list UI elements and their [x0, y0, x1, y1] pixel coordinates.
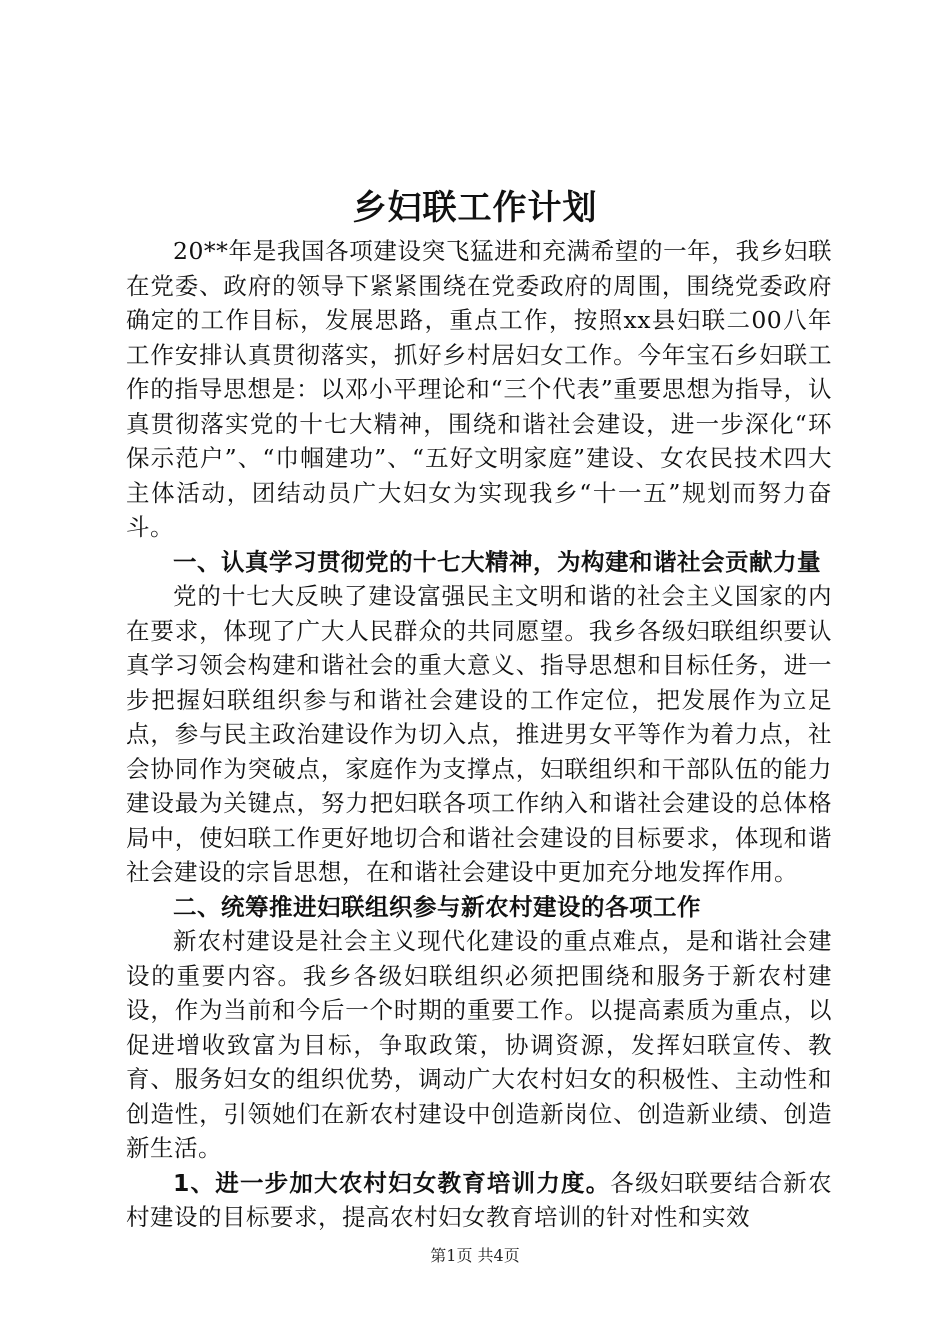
document-title: 乡妇联工作计划 — [352, 188, 598, 228]
page-footer: 第1页 共4页 — [430, 1246, 520, 1265]
section-2-paragraph: 新农村建设是社会主义现代化建设的重点难点，是和谐社会建设的重要内容。我乡各级妇联组织必须把围绕和服务于新农村建设，作为当前和今后一个时期的重要工作。以提高素质为重点，以促进增收致富为目标，争取政策，协调资源，发挥妇联宣传、教育、服务妇女的组织优势，调动广大农村妇女的积极性、主动性和创造性，引领她们在新农村建设中创造新岗位、创造新业绩、创造新生活。 — [126, 927, 832, 1162]
intro-paragraph: 20**年是我国各项建设突飞猛进和充满希望的一年，我乡妇联在党委、政府的领导下紧紧围绕在党委政府的周围，围绕党委政府确定的工作目标，发展思路，重点工作，按照xx县妇联二00八年工作安排认真贯彻落实，抓好乡村居妇女工作。今年宝石乡妇联工作的指导思想是：以邓小平理论和“三个代表”重要思想为指导，认真贯彻落实党的十七大精神，围绕和谐社会建设，进一步深化“环保示范户”、“巾帼建功”、“五好文明家庭”建设、女农民技术四大主体活动，团结动员广大妇女为实现我乡“十一五”规划而努力奋斗。 — [126, 237, 832, 541]
item-1-lead: 1、进一步加大农村妇女教育培训力度。 — [173, 1168, 611, 1197]
section-1-paragraph: 党的十七大反映了建设富强民主文明和谐的社会主义国家的内在要求，体现了广大人民群众的共同愿望。我乡各级妇联组织要认真学习领会构建和谐社会的重大意义、指导思想和目标任务，进一步把握妇联组织参与和谐社会建设的工作定位，把发展作为立足点，参与民主政治建设作为切入点，推进男女平等作为着力点，社会协同作为突破点，家庭作为支撑点，妇联组织和干部队伍的能力建设最为关键点，努力把妇联各项工作纳入和谐社会建设的总体格局中，使妇联工作更好地切合和谐社会建设的目标要求，体现和谐社会建设的宗旨思想，在和谐社会建设中更加充分地发挥作用。 — [126, 582, 832, 886]
item-1-text: 各级妇联要结合新农村建设的目标要求，提高农村妇女教育培训的针对性和实效 — [126, 1168, 833, 1231]
section-heading-1: 一、认真学习贯彻党的十七大精神，为构建和谐社会贡献力量 — [173, 547, 821, 576]
item-1-paragraph — [126, 1166, 832, 1235]
document-body — [126, 234, 832, 1235]
section-heading-2: 二、统筹推进妇联组织参与新农村建设的各项工作 — [173, 892, 701, 921]
